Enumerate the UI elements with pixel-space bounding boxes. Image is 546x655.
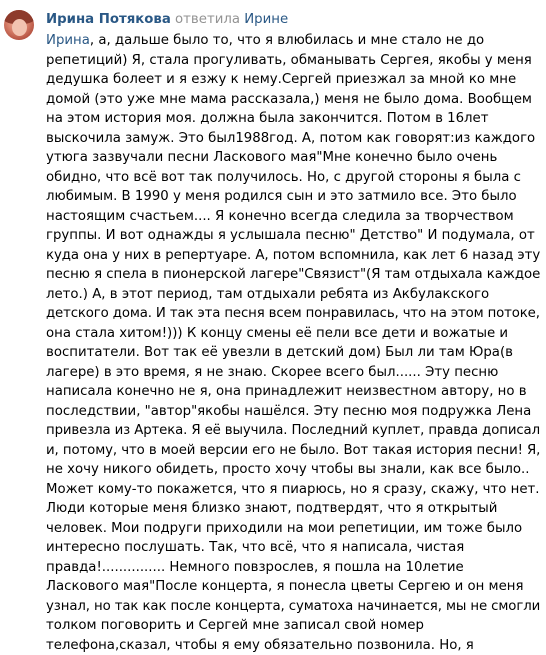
comment-line: Может кому-то покажется, что я пиарюсь, но я сразу, скажу, что нет.	[46, 481, 540, 497]
comment-line: детского дома. И так эта песня всем понравилась, что на этом потоке,	[46, 306, 540, 321]
comment-header	[46, 11, 288, 29]
comment-line: интересно послушать. Так, что всё, что я написала, чистая	[46, 540, 465, 555]
comment-line: лагере) в это время, я не знаю. Скорее всего был...... Эту песню	[46, 364, 499, 380]
comment-line: воспитатели. Вот так её увезли в детский дом) Был ли там Юра(в	[46, 345, 513, 360]
comment-line: последствии, "автор"якобы нашёлся. Эту песню моя подружка Лена	[46, 403, 532, 419]
avatar-face	[12, 19, 27, 36]
reply-action: ответила	[175, 12, 240, 27]
comment-line: утюга зазвучали песни Ласкового мая"Мне конечно было очень	[46, 150, 498, 165]
comment-line: толком поговорить и Сергей мне записал свой номер	[46, 618, 424, 633]
comment-line: песню я спела в пионерской лагере"Связист"(Я там отдыхала каждое	[46, 267, 541, 282]
comment-line: привезла из Артека. Я её выучила. Последний куплет, правда дописал	[46, 423, 540, 438]
comment-line: лето.) А, в этот период, там отдыхали ребята из Акбулакского	[46, 286, 490, 302]
comment-line: человек. Мои подруги приходили на мои репетиции, им тоже было	[46, 520, 523, 536]
comment-line: и, потому, что в моей версии его не было. Вот такая история песни! Я,	[46, 442, 541, 458]
comment-line: Ласкового мая"После концерта, я понесла цветы Сергею и он меня	[46, 579, 524, 594]
author-name[interactable]: Ирина Потякова	[46, 12, 171, 27]
comment-line: группы. И вот однажды я услышала песню" Детство" И подумала, от	[46, 228, 535, 243]
comment-text	[46, 31, 540, 655]
first-line-text: , а, дальше было то, что я влюбилась и мне стало не до	[89, 33, 485, 48]
comment-line: дедушка болеет и я езжу к нему.Сергей приезжал за мной ко мне	[46, 72, 517, 87]
comment-line: обидно, что всё вот так получилось. Но, с другой стороны я была с	[46, 169, 521, 185]
comment-line: правда!............... Немного повзрослев, я пошла на 10летие	[46, 559, 464, 575]
reply-target-link[interactable]: Ирине	[244, 12, 289, 27]
comment-line: репетиций) Я, стала прогуливать, обманывать Сергея, якобы у меня	[46, 52, 532, 68]
comment-line: настоящим счастьем.... Я конечно всегда следила за творчеством	[46, 208, 514, 224]
comment-line: на этом история моя. должна была закончится. Потом в 16лет	[46, 111, 489, 126]
comment-first-line	[46, 31, 540, 51]
comment-line: любимым. В 1990 у меня родился сын и это затмило все. Это было	[46, 189, 517, 204]
comment-line: домой (это уже мне мама рассказала,) меня не было дома. Вообщем	[46, 91, 532, 107]
comment-line: выскочила замуж. Это был1988год. А, потом как говорят:из каждого	[46, 130, 536, 146]
comment-line: написала конечно не я, она принадлежит неизвестном автору, но в	[46, 384, 527, 399]
comment-line: Люди которые меня близко знают, подтвердят, что я открытый	[46, 501, 498, 516]
avatar[interactable]	[4, 10, 34, 40]
comment-line: узнал, но так как после концерта, суматоха начинается, мы не смогли	[46, 598, 541, 614]
comment-line: не хочу никого обидеть, просто хочу чтобы вы знали, как все было..	[46, 462, 530, 477]
comment-line: она стала хитом!))) К концу смены её пели все дети и вожатые и	[46, 325, 509, 341]
comment-line: куда она у них в репертуаре. А, потом вспомнила, как лет 6 назад эту	[46, 247, 541, 263]
mention-link[interactable]: Ирина	[46, 33, 90, 48]
comment-line: телефона,сказал, чтобы я ему обязательно позвонила. Но, я	[46, 637, 474, 653]
